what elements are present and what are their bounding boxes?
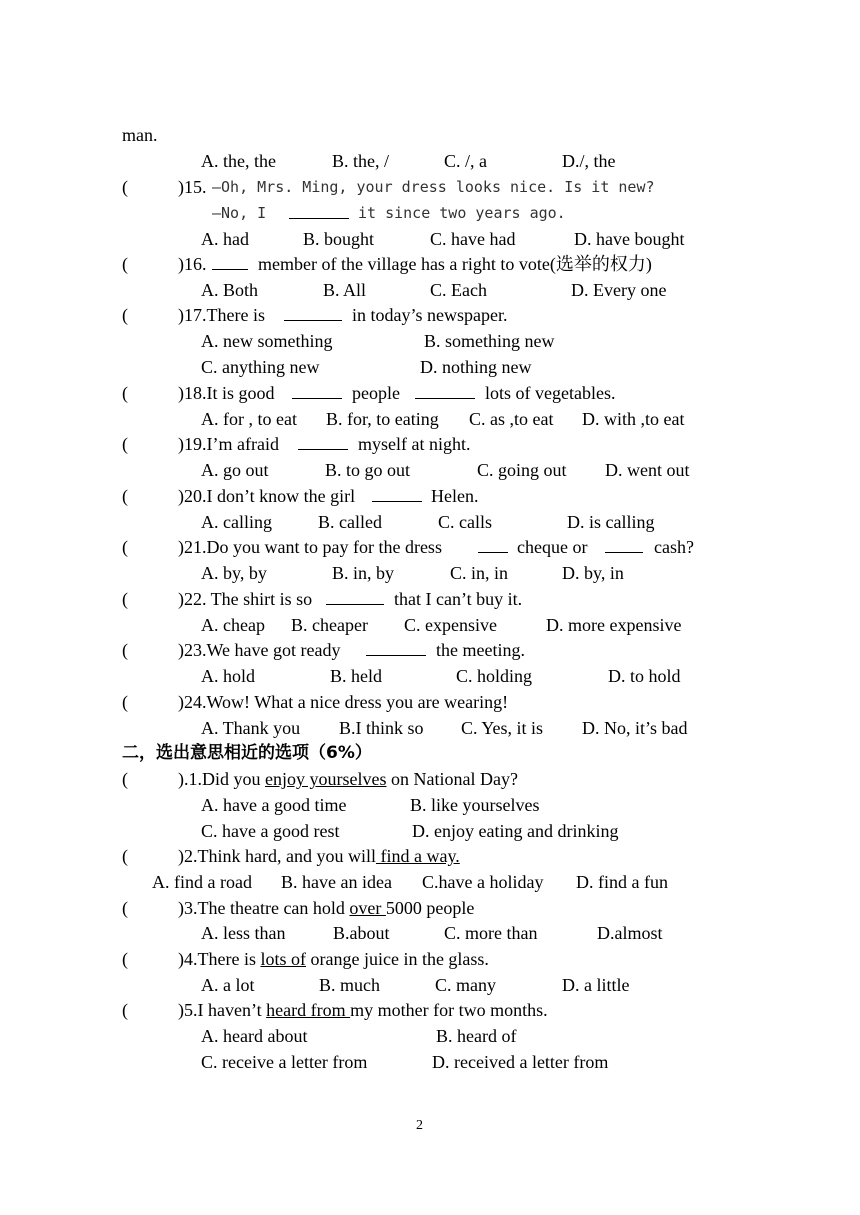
q15-option-c: C. have had [430,229,516,249]
q18-stem-start: )18.It is good [178,383,275,403]
s2q2-option-b: B. have an idea [281,872,392,892]
q20-stem-end: Helen. [431,486,479,506]
q19-option-c: C. going out [477,460,567,480]
q17-option-c: C. anything new [201,357,320,377]
q22-paren: ( [122,589,128,609]
s2q3-option-c: C. more than [444,923,538,943]
q20-paren: ( [122,486,128,506]
q21-stem-mid: cheque or [517,537,588,557]
q22-stem-start: )22. The shirt is so [178,589,313,609]
q20-option-b: B. called [318,512,382,532]
s2q2-paren: ( [122,846,128,866]
s2q1-option-a: A. have a good time [201,795,347,815]
s2q5-option-a: A. heard about [201,1026,308,1046]
q19-stem-start: )19.I’m afraid [178,434,279,454]
s2q4-option-c: C. many [435,975,496,995]
q22-option-a: A. cheap [201,615,265,635]
q21-option-b: B. in, by [332,563,395,583]
s2q1-option-d: D. enjoy eating and drinking [412,821,619,841]
s2q1-stem [178,768,518,790]
q23-option-b: B. held [330,666,382,686]
s2q2-stem [178,845,460,867]
q15-option-d: D. have bought [574,229,685,249]
q24-paren: ( [122,692,128,712]
q15-option-b: B. bought [303,229,375,249]
s2q4-underlined: lots of [260,949,306,969]
s2q2-option-d: D. find a fun [576,872,668,892]
q19-answer-blank [298,433,348,450]
q24-option-c: C. Yes, it is [461,718,544,738]
q22-stem-end: that I can’t buy it. [394,589,523,609]
q21-answer-blank-1 [478,536,508,553]
q14-option-a: A. the, the [201,151,276,171]
q21-answer-blank-2 [605,536,643,553]
q20-option-a: A. calling [201,512,272,532]
q19-option-a: A. go out [201,460,269,480]
s2q3-option-b: B.about [333,923,390,943]
q21-stem-end: cash? [654,537,694,557]
q18-option-a: A. for , to eat [201,409,297,429]
s2q5-option-d: D. received a letter from [432,1052,609,1072]
s2q5-option-b: B. heard of [436,1026,517,1046]
q16-option-d: D. Every one [571,280,667,300]
s2q2-stem-pre: )2.Think hard, and you will [178,846,376,866]
q21-option-a: A. by, by [201,563,267,583]
s2q2-option-a: A. find a road [152,872,252,892]
q15-answer-blank [289,202,349,219]
s2q5-paren: ( [122,1000,128,1020]
q19-paren: ( [122,434,128,454]
q15-option-a: A. had [201,229,249,249]
q15-line2-end: it since two years ago. [358,204,566,222]
q18-answer-blank-2 [415,382,475,399]
q14-option-c: C. /, a [444,151,487,171]
q15-paren: ( [122,177,128,197]
q17-paren: ( [122,305,128,325]
q19-option-d: D. went out [605,460,690,480]
s2q5-option-c: C. receive a letter from [201,1052,368,1072]
q18-stem-mid: people [352,383,400,403]
s2q3-paren: ( [122,898,128,918]
q17-stem-start: )17.There is [178,305,265,325]
s2q3-stem-pre: )3.The theatre can hold [178,898,350,918]
q18-stem-end: lots of vegetables. [485,383,616,403]
q18-paren: ( [122,383,128,403]
q23-paren: ( [122,640,128,660]
s2q4-option-a: A. a lot [201,975,255,995]
q15-line1: —Oh, Mrs. Ming, your dress looks nice. Is it new? [212,178,655,196]
q23-option-d: D. to hold [608,666,681,686]
q23-option-a: A. hold [201,666,255,686]
s2q3-stem-post: 5000 people [385,898,475,918]
q17-answer-blank [284,304,342,321]
q16-answer-blank [212,253,248,270]
s2q4-stem [178,948,489,970]
q16-option-b: B. All [323,280,367,300]
s2q5-stem-pre: )5.I haven’t [178,1000,267,1020]
s2q1-option-b: B. like yourselves [410,795,540,815]
carry-over-text: man. [122,125,158,145]
s2q4-option-b: B. much [319,975,380,995]
s2q1-underlined: enjoy yourselves [265,769,387,789]
q24-stem: )24.Wow! What a nice dress you are wearing! [178,692,509,712]
q21-option-d: D. by, in [562,563,624,583]
q23-stem-start: )23.We have got ready [178,640,341,660]
s2q4-stem-pre: )4.There is [178,949,261,969]
q18-answer-blank-1 [292,382,342,399]
s2q1-paren: ( [122,769,128,789]
q24-option-a: A. Thank you [201,718,301,738]
q16-stem: member of the village has a right to vote(选举的权力) [258,254,652,274]
q16-option-a: A. Both [201,280,259,300]
s2q3-option-a: A. less than [201,923,286,943]
q16-paren: ( [122,254,128,274]
q23-answer-blank [366,639,426,656]
q20-answer-blank [372,485,422,502]
q17-option-a: A. new something [201,331,333,351]
q24-option-b: B.I think so [339,718,424,738]
q23-option-c: C. holding [456,666,533,686]
s2q1-option-c: C. have a good rest [201,821,340,841]
q21-paren: ( [122,537,128,557]
q15-number: )15. [178,177,207,197]
s2q5-stem [178,999,548,1021]
q18-option-d: D. with ,to eat [582,409,685,429]
q24-option-d: D. No, it’s bad [582,718,688,738]
s2q3-stem [178,897,474,919]
s2q2-underlined: find a way. [375,846,460,866]
s2q2-option-c: C.have a holiday [422,872,544,892]
q19-stem-end: myself at night. [358,434,471,454]
s2q3-option-d: D.almost [597,923,663,943]
q20-stem-start: )20.I don’t know the girl [178,486,356,506]
s2q3-underlined: over [349,898,386,918]
q17-option-b: B. something new [424,331,555,351]
s2q4-stem-post: orange juice in the glass. [305,949,489,969]
q23-stem-end: the meeting. [436,640,525,660]
s2q4-option-d: D. a little [562,975,630,995]
s2q1-stem-pre: ).1.Did you [178,769,265,789]
q22-option-b: B. cheaper [291,615,368,635]
q15-line2-start: —No, I [212,204,267,222]
q14-option-b: B. the, / [332,151,389,171]
q16-option-c: C. Each [430,280,487,300]
q16-number: )16. [178,254,207,274]
q14-option-d: D./, the [562,151,616,171]
q18-option-b: B. for, to eating [326,409,439,429]
q19-option-b: B. to go out [325,460,411,480]
s2q5-stem-post: my mother for two months. [350,1000,548,1020]
q17-option-d: D. nothing new [420,357,532,377]
q20-option-c: C. calls [438,512,492,532]
q21-stem-start: )21.Do you want to pay for the dress [178,537,442,557]
q17-stem-end: in today’s newspaper. [352,305,508,325]
s2q5-underlined: heard from [266,1000,351,1020]
s2q4-paren: ( [122,949,128,969]
s2q1-stem-post: on National Day? [386,769,518,789]
q22-answer-blank [326,588,384,605]
q18-option-c: C. as ,to eat [469,409,554,429]
q22-option-c: C. expensive [404,615,497,635]
section2-heading: 二，选出意思相近的选项（6%） [122,743,372,763]
page-number: 2 [416,1118,423,1133]
q21-option-c: C. in, in [450,563,509,583]
q22-option-d: D. more expensive [546,615,682,635]
q20-option-d: D. is calling [567,512,655,532]
